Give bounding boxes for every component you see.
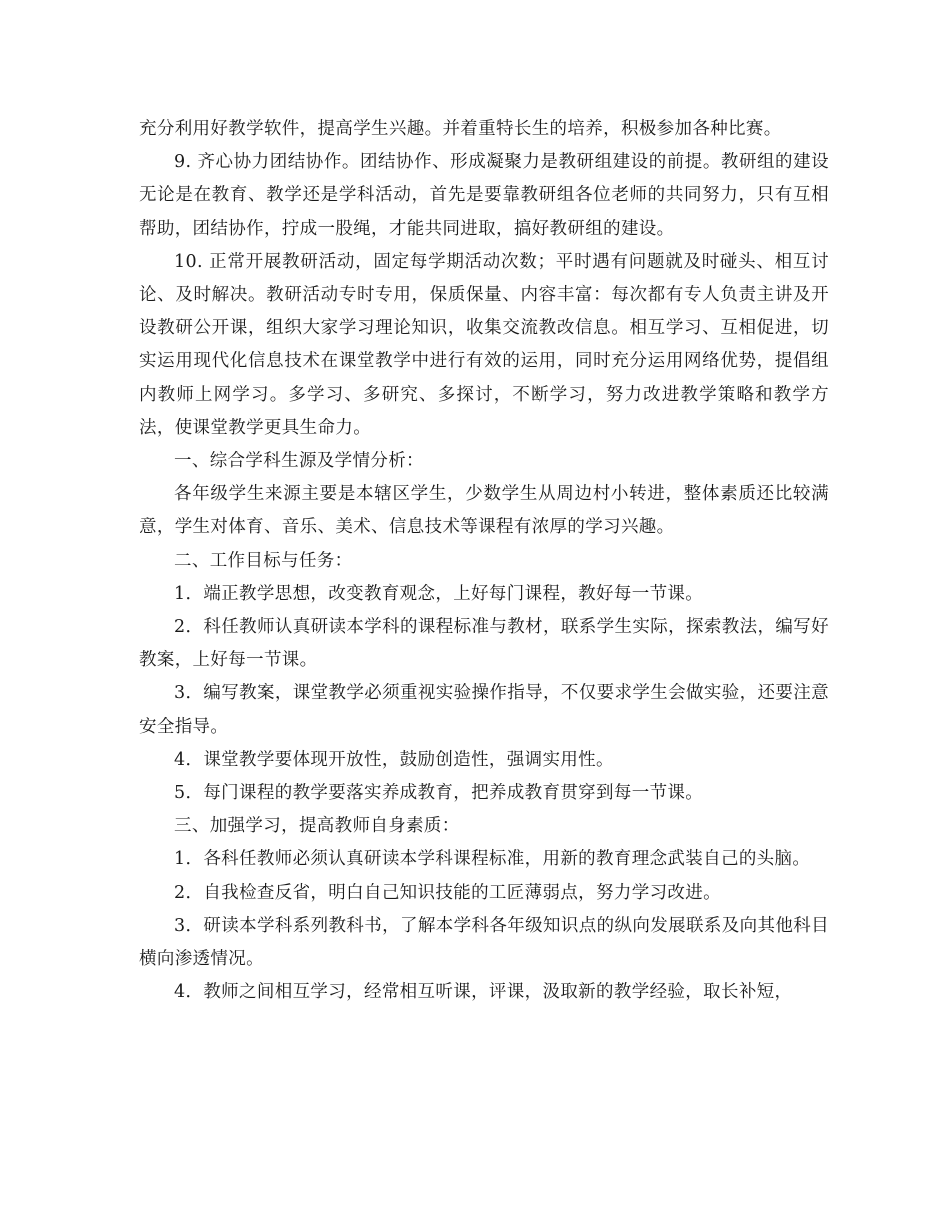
list-item: 3．研读本学科系列教科书，了解本学科各年级知识点的纵向发展联系及向其他科目横向渗透情况。: [139, 915, 829, 970]
section-heading: 二、工作目标与任务：: [174, 550, 353, 571]
list-item: 2．自我检查反省，明白自己知识技能的工匠薄弱点，努力学习改进。: [174, 882, 721, 903]
list-item: 4．课堂教学要体现开放性，鼓励创造性，强调实用性。: [174, 749, 614, 770]
paragraph: 各年级学生来源主要是本辖区学生，少数学生从周边村小转进，整体素质还比较满意，学生对体育、音乐、美术、信息技术等课程有浓厚的学习兴趣。: [139, 484, 829, 538]
list-item: 2．科任教师认真研读本学科的课程标准与教材，联系学生实际，探索教法，编写好教案，上好每一节课。: [139, 617, 829, 671]
document-body: [139, 113, 829, 1009]
section-heading: 三、加强学习，提高教师自身素质：: [174, 816, 460, 837]
list-item: 1．端正教学思想，改变教育观念，上好每门课程，教好每一节课。: [174, 583, 704, 604]
paragraph: 10. 正常开展教研活动，固定每学期活动次数；平时遇有问题就及时碰头、相互讨论、及时解决。教研活动专时专用，保质保量、内容丰富：每次都有专人负责主讲及开设教研公开课，组织大家学习理论知识，收集交流教改信息。相互学习、互相促进，切实运用现代化信息技术在课堂教学中进行有效的运用，同时充分运用网络优势，提倡组内教师上网学习。多学习、多研究、多探讨，不断学习，努力改进教学策略和教学方法，使课堂教学更具生命力。: [139, 251, 829, 438]
paragraph: 充分利用好教学软件，提高学生兴趣。并着重特长生的培养，积极参加各种比赛。: [139, 119, 782, 139]
paragraph: 9. 齐心协力团结协作。团结协作、形成凝聚力是教研组建设的前提。教研组的建设无论是在教育、教学还是学科活动，首先是要靠教研组各位老师的共同努力，只有互相帮助，团结协作，拧成一股绳，才能共同进取，搞好教研组的建设。: [139, 152, 829, 239]
list-item: 3．编写教案，课堂教学必须重视实验操作指导，不仅要求学生会做实验，还要注意安全指导。: [139, 683, 829, 737]
section-heading: 一、综合学科生源及学情分析：: [174, 451, 424, 472]
list-item: 4．教师之间相互学习，经常相互听课，评课，汲取新的教学经验，取长补短，: [174, 982, 793, 1003]
list-item: 1．各科任教师必须认真研读本学科课程标准，用新的教育理念武装自己的头脑。: [174, 849, 811, 870]
list-item: 5．每门课程的教学要落实养成教育，把养成教育贯穿到每一节课。: [174, 783, 704, 804]
